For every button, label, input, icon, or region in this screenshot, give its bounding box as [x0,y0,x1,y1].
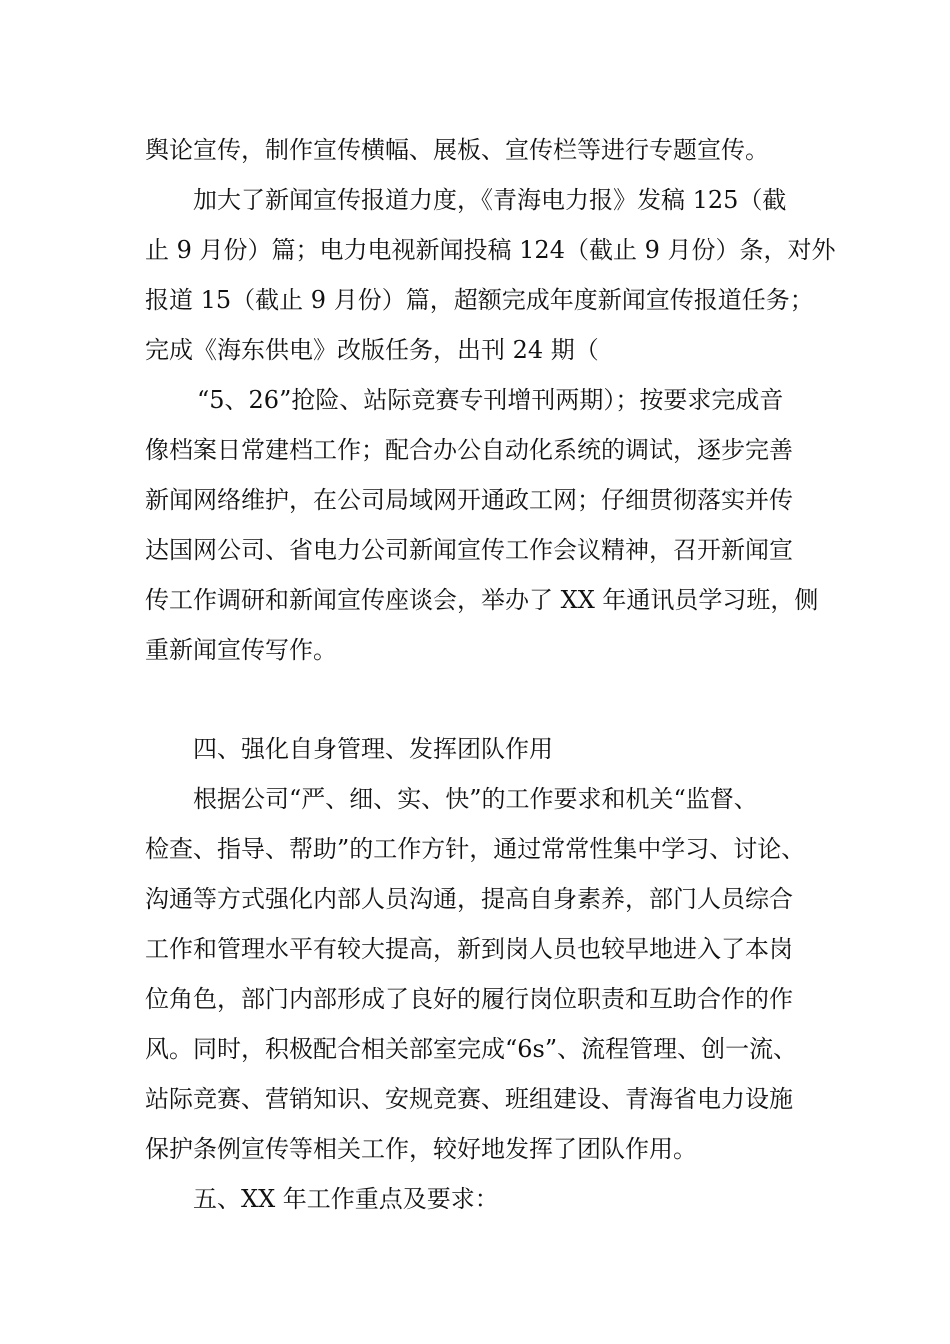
section-heading: 五、XX 年工作重点及要求： [193,1185,499,1213]
paragraph-line: 达国网公司、省电力公司新闻宣传工作会议精神，召开新闻宣 [145,536,793,564]
paragraph-line: 站际竞赛、营销知识、安规竞赛、班组建设、青海省电力设施 [145,1085,793,1113]
paragraph-line: 根据公司“严、细、实、快”的工作要求和机关“监督、 [193,785,758,813]
paragraph-line: 报道 15（截止 9 月份）篇，超额完成年度新闻宣传报道任务； [145,286,814,314]
section-heading: 四、强化自身管理、发挥团队作用 [193,735,553,763]
paragraph-line: 新闻网络维护，在公司局域网开通政工网；仔细贯彻落实并传 [145,486,793,514]
paragraph-line: 工作和管理水平有较大提高，新到岗人员也较早地进入了本岗 [145,935,793,963]
paragraph-line: 像档案日常建档工作；配合办公自动化系统的调试，逐步完善 [145,436,793,464]
paragraph-line: 位角色，部门内部形成了良好的履行岗位职责和互助合作的作 [145,985,793,1013]
paragraph-line: 舆论宣传，制作宣传横幅、展板、宣传栏等进行专题宣传。 [145,136,769,164]
paragraph-line: 检查、指导、帮助”的工作方针，通过常常性集中学习、讨论、 [145,835,806,863]
paragraph-line: “5、26”抢险、站际竞赛专刊增刊两期）；按要求完成音 [197,386,784,414]
paragraph-line: 重新闻宣传写作。 [145,636,337,664]
paragraph-line: 风。同时，积极配合相关部室完成“6s”、流程管理、创一流、 [145,1035,798,1063]
paragraph-line: 完成《海东供电》改版任务，出刊 24 期（ [145,336,599,364]
paragraph-line: 止 9 月份）篇；电力电视新闻投稿 124（截止 9 月份）条，对外 [145,236,836,264]
paragraph-line: 加大了新闻宣传报道力度，《青海电力报》发稿 125（截 [193,186,787,214]
paragraph-line: 传工作调研和新闻宣传座谈会，举办了 XX 年通讯员学习班，侧 [145,586,819,614]
paragraph-line: 沟通等方式强化内部人员沟通，提高自身素养，部门人员综合 [145,885,793,913]
paragraph-line: 保护条例宣传等相关工作，较好地发挥了团队作用。 [145,1135,697,1163]
